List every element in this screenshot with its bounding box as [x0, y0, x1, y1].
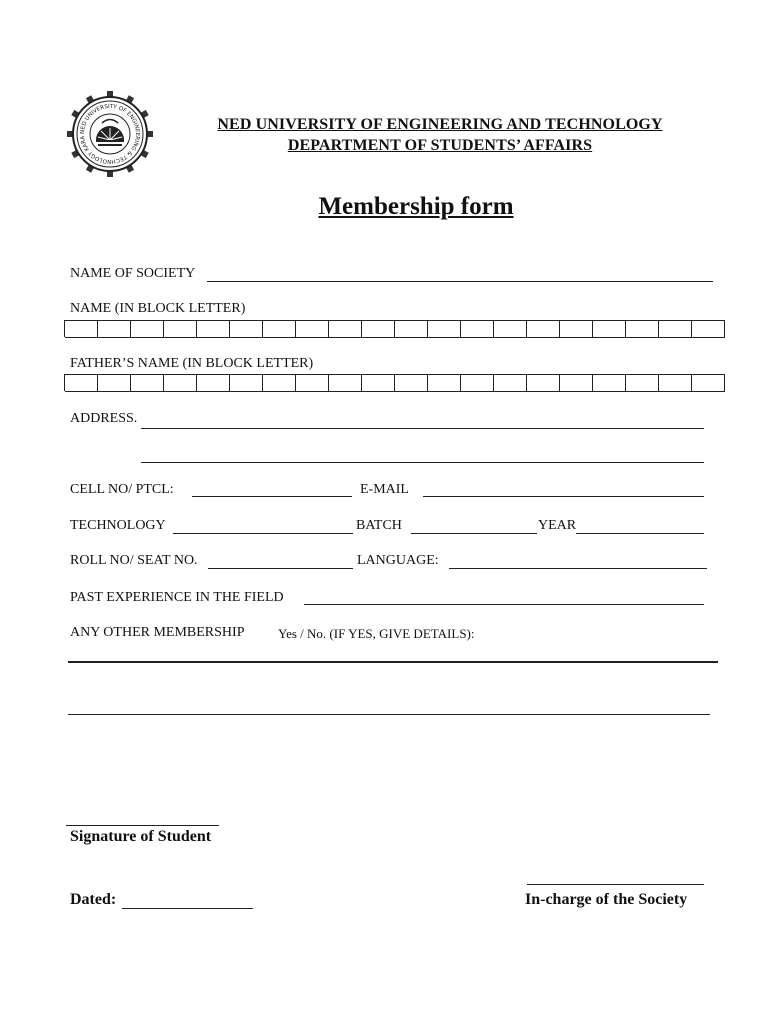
- technology-label: TECHNOLOGY: [70, 518, 166, 533]
- father-name-block-label: FATHER’S NAME (IN BLOCK LETTER): [70, 356, 314, 371]
- letter-box[interactable]: [626, 374, 659, 392]
- other-membership-details-line-1[interactable]: [68, 661, 718, 663]
- cell-field[interactable]: [192, 496, 352, 497]
- technology-field[interactable]: [173, 533, 353, 534]
- letter-box[interactable]: [164, 320, 197, 338]
- yes-no-label: Yes / No. (IF YES, GIVE DETAILS):: [278, 626, 475, 641]
- letter-box[interactable]: [65, 374, 98, 392]
- letter-box[interactable]: [296, 320, 329, 338]
- letter-box[interactable]: [428, 320, 461, 338]
- letter-box[interactable]: [98, 374, 131, 392]
- letter-box[interactable]: [560, 320, 593, 338]
- other-membership-label: ANY OTHER MEMBERSHIP: [70, 625, 245, 640]
- letter-box[interactable]: [164, 374, 197, 392]
- signature-label: Signature of Student: [70, 828, 212, 845]
- letter-box[interactable]: [197, 374, 230, 392]
- language-label: LANGUAGE:: [357, 553, 439, 568]
- letter-box[interactable]: [461, 320, 494, 338]
- year-field[interactable]: [576, 533, 704, 534]
- university-logo: [66, 90, 154, 178]
- letter-box[interactable]: [527, 320, 560, 338]
- letter-box[interactable]: [692, 320, 725, 338]
- batch-field[interactable]: [411, 533, 537, 534]
- letter-box[interactable]: [428, 374, 461, 392]
- letter-box[interactable]: [626, 320, 659, 338]
- department-name: DEPARTMENT OF STUDENTS’ AFFAIRS: [287, 137, 593, 154]
- letter-box[interactable]: [395, 320, 428, 338]
- letter-box[interactable]: [560, 374, 593, 392]
- cell-label: CELL NO/ PTCL:: [70, 482, 174, 497]
- address-field-line-2[interactable]: [141, 462, 704, 463]
- incharge-label: In-charge of the Society: [525, 891, 688, 908]
- letter-box[interactable]: [395, 374, 428, 392]
- name-letter-boxes[interactable]: [64, 320, 725, 337]
- letter-box[interactable]: [527, 374, 560, 392]
- letter-box[interactable]: [494, 374, 527, 392]
- letter-box[interactable]: [197, 320, 230, 338]
- year-label: YEAR: [538, 518, 577, 533]
- university-name: NED UNIVERSITY OF ENGINEERING AND TECHNOLOGY: [217, 116, 663, 133]
- email-label: E-MAIL: [360, 482, 409, 497]
- letter-box[interactable]: [593, 374, 626, 392]
- letter-box[interactable]: [98, 320, 131, 338]
- letter-box[interactable]: [593, 320, 626, 338]
- father-name-letter-boxes[interactable]: [64, 374, 725, 391]
- letter-box[interactable]: [329, 374, 362, 392]
- letter-box[interactable]: [329, 320, 362, 338]
- letter-box[interactable]: [263, 374, 296, 392]
- past-experience-field[interactable]: [304, 604, 704, 605]
- name-block-label: NAME (IN BLOCK LETTER): [70, 301, 246, 316]
- incharge-signature-line[interactable]: [527, 884, 704, 885]
- letter-box[interactable]: [362, 374, 395, 392]
- name-of-society-field[interactable]: [207, 281, 713, 282]
- letter-box[interactable]: [263, 320, 296, 338]
- letter-box[interactable]: [494, 320, 527, 338]
- roll-label: ROLL NO/ SEAT NO.: [70, 553, 198, 568]
- other-membership-details-line-2[interactable]: [68, 714, 710, 715]
- email-field[interactable]: [423, 496, 704, 497]
- letter-box[interactable]: [230, 320, 263, 338]
- letter-box[interactable]: [230, 374, 263, 392]
- letter-box[interactable]: [659, 320, 692, 338]
- dated-field[interactable]: [122, 908, 253, 909]
- dated-label: Dated:: [70, 891, 117, 908]
- address-label: ADDRESS.: [70, 411, 138, 426]
- letter-box[interactable]: [461, 374, 494, 392]
- batch-label: BATCH: [356, 518, 402, 533]
- name-of-society-label: NAME OF SOCIETY: [70, 266, 196, 281]
- svg-text:NED UNIVERSITY OF ENGINEERING: NED UNIVERSITY OF ENGINEERING & TECHNOLOGY KARA: [79, 103, 141, 165]
- letter-box[interactable]: [659, 374, 692, 392]
- signature-line[interactable]: [66, 825, 219, 826]
- letter-box[interactable]: [131, 320, 164, 338]
- language-field[interactable]: [449, 568, 707, 569]
- past-experience-label: PAST EXPERIENCE IN THE FIELD: [70, 590, 284, 605]
- letter-box[interactable]: [296, 374, 329, 392]
- form-title: Membership form: [318, 193, 514, 220]
- letter-box[interactable]: [65, 320, 98, 338]
- roll-field[interactable]: [208, 568, 353, 569]
- letter-box[interactable]: [131, 374, 164, 392]
- letter-box[interactable]: [362, 320, 395, 338]
- letter-box[interactable]: [692, 374, 725, 392]
- address-field-line-1[interactable]: [141, 428, 704, 429]
